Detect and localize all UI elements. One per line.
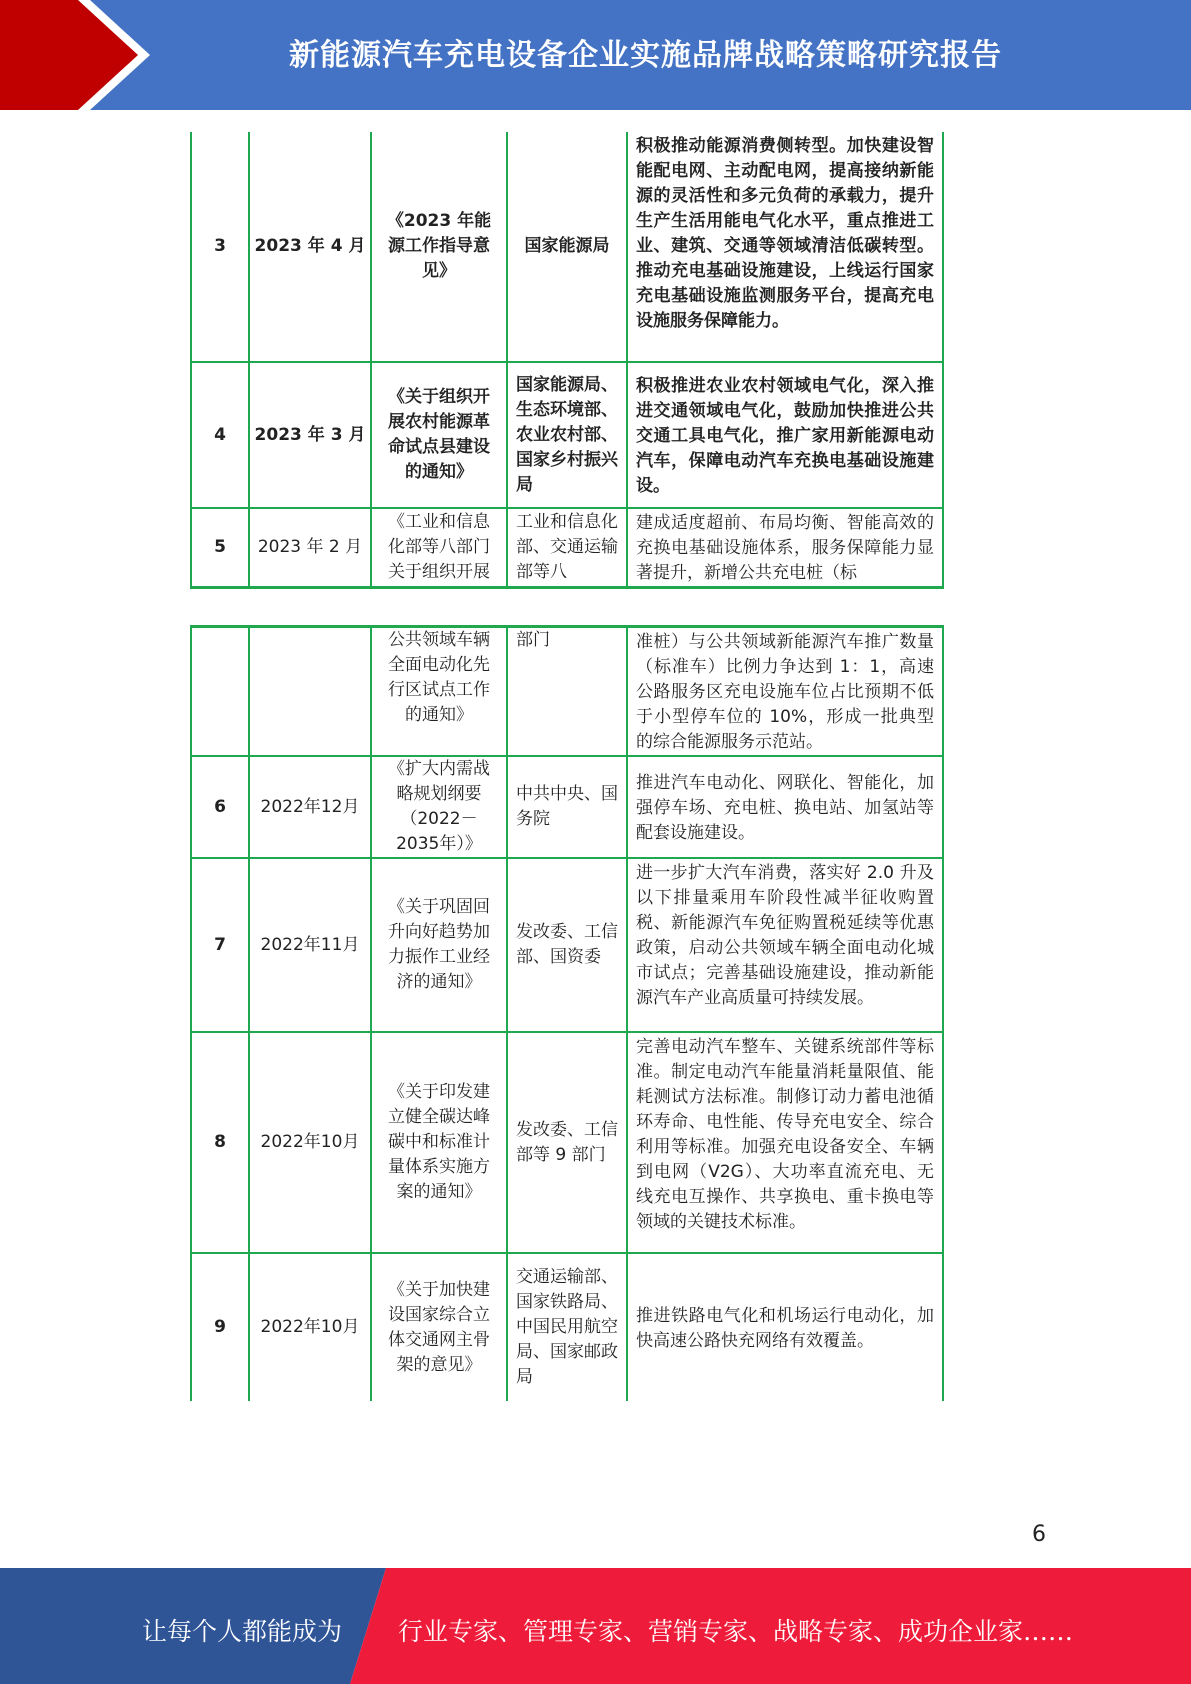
row-content: 建成适度超前、布局均衡、智能高效的充换电基础设施体系，服务保障能力显著提升，新增公共充电桩（标 [627,508,943,588]
table-row [191,627,943,757]
row-department: 交通运输部、国家铁路局、中国民用航空局、国家邮政局 [507,1253,627,1401]
table-row [191,508,943,588]
row-number: 9 [191,1253,249,1401]
row-document: 《2023 年能源工作指导意见》 [371,132,507,362]
row-content: 积极推进农业农村领域电气化，深入推进交通领域电气化，鼓励加快推进公共交通工具电气化，推广家用新能源电动汽车，保障电动汽车充换电基础设施建设。 [627,362,943,508]
row-content: 推进汽车电动化、网联化、智能化，加强停车场、充电桩、换电站、加氢站等配套设施建设。 [627,756,943,858]
row-date: 2022年12月 [249,756,371,858]
table-row [191,1253,943,1401]
row-department: 国家能源局 [507,132,627,362]
row-date: 2022年10月 [249,1032,371,1253]
row-department: 部门 [507,627,627,757]
table-row [191,756,943,858]
row-department: 国家能源局、生态环境部、农业农村部、国家乡村振兴局 [507,362,627,508]
row-content: 准桩）与公共领域新能源汽车推广数量（标准车）比例力争达到 1：1，高速公路服务区充电设施车位占比预期不低于小型停车位的 10%，形成一批典型的综合能源服务示范站。 [627,627,943,757]
table-row [191,858,943,1032]
row-number: 5 [191,508,249,588]
row-date: 2022年10月 [249,1253,371,1401]
row-document: 《关于印发建立健全碳达峰碳中和标准计量体系实施方案的通知》 [371,1032,507,1253]
footer-slogan-right: 行业专家、管理专家、营销专家、战略专家、成功企业家…… [398,1617,1074,1646]
header-banner [0,0,1191,110]
footer-banner [0,1568,1191,1684]
row-content: 积极推动能源消费侧转型。加快建设智能配电网、主动配电网，提高接纳新能源的灵活性和多元负荷的承载力，提升生产生活用能电气化水平，重点推进工业、建筑、交通等领域清洁低碳转型。推动充电基础设施建设，上线运行国家充电基础设施监测服务平台，提高充电设施服务保障能力。 [627,132,943,362]
policy-table-top [190,132,944,589]
policy-table-bottom [190,625,944,1401]
row-content: 推进铁路电气化和机场运行电动化，加快高速公路快充网络有效覆盖。 [627,1253,943,1401]
row-document: 《工业和信息化部等八部门关于组织开展 [371,508,507,588]
page-number: 6 [1032,1522,1046,1547]
table-row [191,362,943,508]
row-date [249,627,371,757]
page-title: 新能源汽车充电设备企业实施品牌战略策略研究报告 [289,38,1002,73]
row-number: 4 [191,362,249,508]
row-date: 2023 年 4 月 [249,132,371,362]
row-number: 6 [191,756,249,858]
table-row [191,132,943,362]
row-document: 《关于组织开展农村能源革命试点县建设的通知》 [371,362,507,508]
row-department: 工业和信息化部、交通运输部等八 [507,508,627,588]
row-document: 公共领域车辆全面电动化先行区试点工作的通知》 [371,627,507,757]
table-row [191,1032,943,1253]
row-number [191,627,249,757]
row-number: 8 [191,1032,249,1253]
row-content: 完善电动汽车整车、关键系统部件等标准。制定电动汽车能量消耗量限值、能耗测试方法标准。制修订动力蓄电池循环寿命、电性能、传导充电安全、综合利用等标准。加强充电设备安全、车辆到电网（V2G）、大功率直流充电、无线充电互操作、共享换电、重卡换电等领域的关键技术标准。 [627,1032,943,1253]
row-document: 《关于加快建设国家综合立体交通网主骨架的意见》 [371,1253,507,1401]
row-number: 3 [191,132,249,362]
row-date: 2023 年 3 月 [249,362,371,508]
row-department: 发改委、工信部、国资委 [507,858,627,1032]
footer-slogan-left: 让每个人都能成为 [142,1617,343,1646]
row-department: 发改委、工信部等 9 部门 [507,1032,627,1253]
row-document: 《扩大内需战略规划纲要（2022－2035年）》 [371,756,507,858]
row-date: 2023 年 2 月 [249,508,371,588]
row-department: 中共中央、国务院 [507,756,627,858]
row-number: 7 [191,858,249,1032]
row-content: 进一步扩大汽车消费，落实好 2.0 升及以下排量乘用车阶段性减半征收购置税、新能源汽车免征购置税延续等优惠政策，启动公共领域车辆全面电动化城市试点；完善基础设施建设，推动新能源汽车产业高质量可持续发展。 [627,858,943,1032]
row-date: 2022年11月 [249,858,371,1032]
row-document: 《关于巩固回升向好趋势加力振作工业经济的通知》 [371,858,507,1032]
